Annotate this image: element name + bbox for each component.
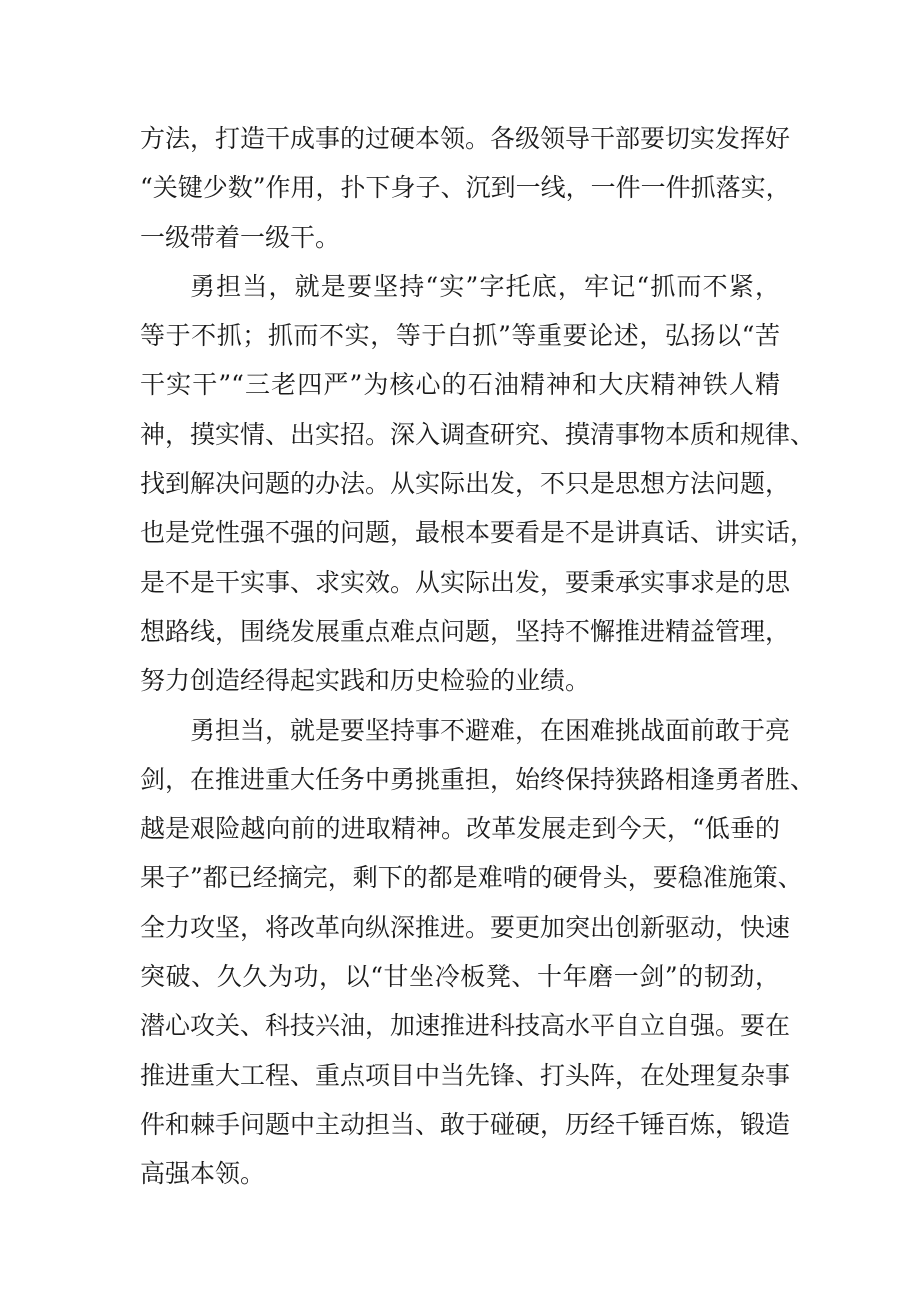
text-line: 剑，在推进重大任务中勇挑重担，始终保持狭路相逢勇者胜、 [140, 764, 816, 794]
text-line: 果子”都已经摘完，剩下的都是难啃的硬骨头，要稳准施策、 [140, 863, 803, 893]
document-body [140, 114, 816, 1199]
paragraph [140, 262, 816, 706]
text-line: 找到解决问题的办法。从实际出发，不只是思想方法问题， [140, 469, 791, 499]
text-line: 勇担当，就是要坚持事不避难，在困难挑战面前敢于亮 [190, 715, 791, 745]
text-line: 努力创造经得起实践和历史检验的业绩。 [140, 666, 591, 696]
text-line: 方法，打造干成事的过硬本领。各级领导干部要切实发挥好 [140, 124, 791, 153]
text-line: 等于不抓；抓而不实，等于白抓”等重要论述，弘扬以“苦 [140, 321, 780, 351]
text-line: 也是党性强不强的问题，最根本要看是不是讲真话、讲实话， [140, 518, 816, 548]
text-line: 突破、久久为功，以“甘坐冷板凳、十年磨一剑”的韧劲， [140, 962, 780, 992]
text-line: 干实干”“三老四严”为核心的石油精神和大庆精神铁人精 [140, 370, 780, 400]
text-line: “关键少数”作用，扑下身子、沉到一线，一件一件抓落实， [140, 173, 791, 203]
text-line: 全力攻坚，将改革向纵深推进。要更加突出创新驱动，快速 [140, 912, 791, 942]
text-line: 越是艰险越向前的进取精神。改革发展走到今天，“低垂的 [140, 814, 780, 844]
text-line: 推进重大工程、重点项目中当先锋、打头阵，在处理复杂事 [140, 1060, 791, 1090]
text-line: 想路线，围绕发展重点难点问题，坚持不懈推进精益管理， [140, 616, 791, 646]
text-line: 一级带着一级干。 [140, 222, 341, 252]
paragraph [140, 706, 816, 1199]
text-line: 勇担当，就是要坚持“实”字托底，牢记“抓而不紧， [190, 271, 780, 301]
paragraph [140, 114, 791, 262]
text-line: 神，摸实情、出实招。深入调查研究、摸清事物本质和规律、 [140, 419, 816, 449]
text-line: 是不是干实事、求实效。从实际出发，要秉承实事求是的思 [140, 567, 791, 597]
text-line: 高强本领。 [140, 1159, 266, 1189]
text-line: 潜心攻关、科技兴油，加速推进科技高水平自立自强。要在 [140, 1011, 791, 1041]
text-line: 件和棘手问题中主动担当、敢于碰硬，历经千锤百炼，锻造 [140, 1109, 791, 1139]
